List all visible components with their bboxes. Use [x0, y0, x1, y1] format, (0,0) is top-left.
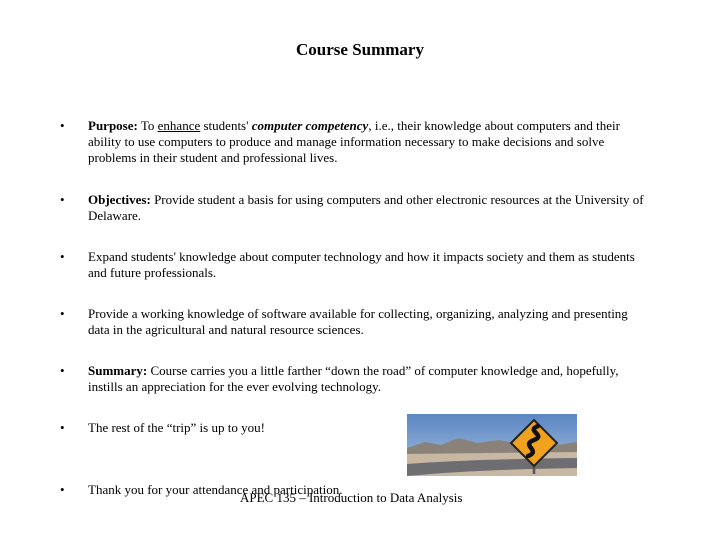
bullet-marker: • [60, 306, 65, 321]
bullet-marker: • [60, 192, 65, 207]
bullet-marker: • [60, 363, 65, 378]
summary-body: Course carries you a little farther “down the road” of computer knowledge and, hopefully, instills an appreciation for the ever evolving technology. [88, 363, 619, 394]
purpose-label: Purpose: [88, 118, 138, 133]
purpose-emphasis: computer competency [251, 118, 369, 133]
bullet-objectives-text [88, 192, 648, 224]
winding-road-sign-image [407, 414, 577, 476]
purpose-pre: To [137, 118, 158, 133]
bullet-expand-text: Expand students' knowledge about computer technology and how it impacts society and them as students and future professionals. [88, 249, 635, 280]
bullet-rest-text: The rest of the “trip” is up to you! [88, 420, 265, 435]
purpose-underlined: enhance [157, 118, 201, 133]
objectives-body: Provide student a basis for using computers and other electronic resources at the University of Delaware. [88, 192, 644, 223]
bullet-summary-text [88, 363, 648, 395]
bullet-marker: • [60, 420, 65, 435]
page-title: Course Summary [296, 40, 424, 59]
bullet-provide-text: Provide a working knowledge of software available for collecting, organizing, analyzing and presenting data in the agricultural and natural resource sciences. [88, 306, 628, 337]
bullet-marker: • [60, 118, 65, 133]
purpose-post: , i.e., their knowledge about computers and their ability to use computers to produce and manage information necessary to make decisions and solve problems in their student and professional lives. [88, 118, 620, 165]
summary-label: Summary: [88, 363, 148, 378]
bullet-marker: • [60, 482, 65, 497]
objectives-label: Objectives: [88, 192, 151, 207]
bullet-purpose-text [88, 118, 648, 166]
bullet-thanks-text: Thank you for your attendance and participation. [88, 482, 343, 497]
purpose-mid: students' [200, 118, 252, 133]
footer-course-name: APEC 135 – Introduction to Data Analysis [240, 490, 463, 505]
bullet-marker: • [60, 249, 65, 264]
